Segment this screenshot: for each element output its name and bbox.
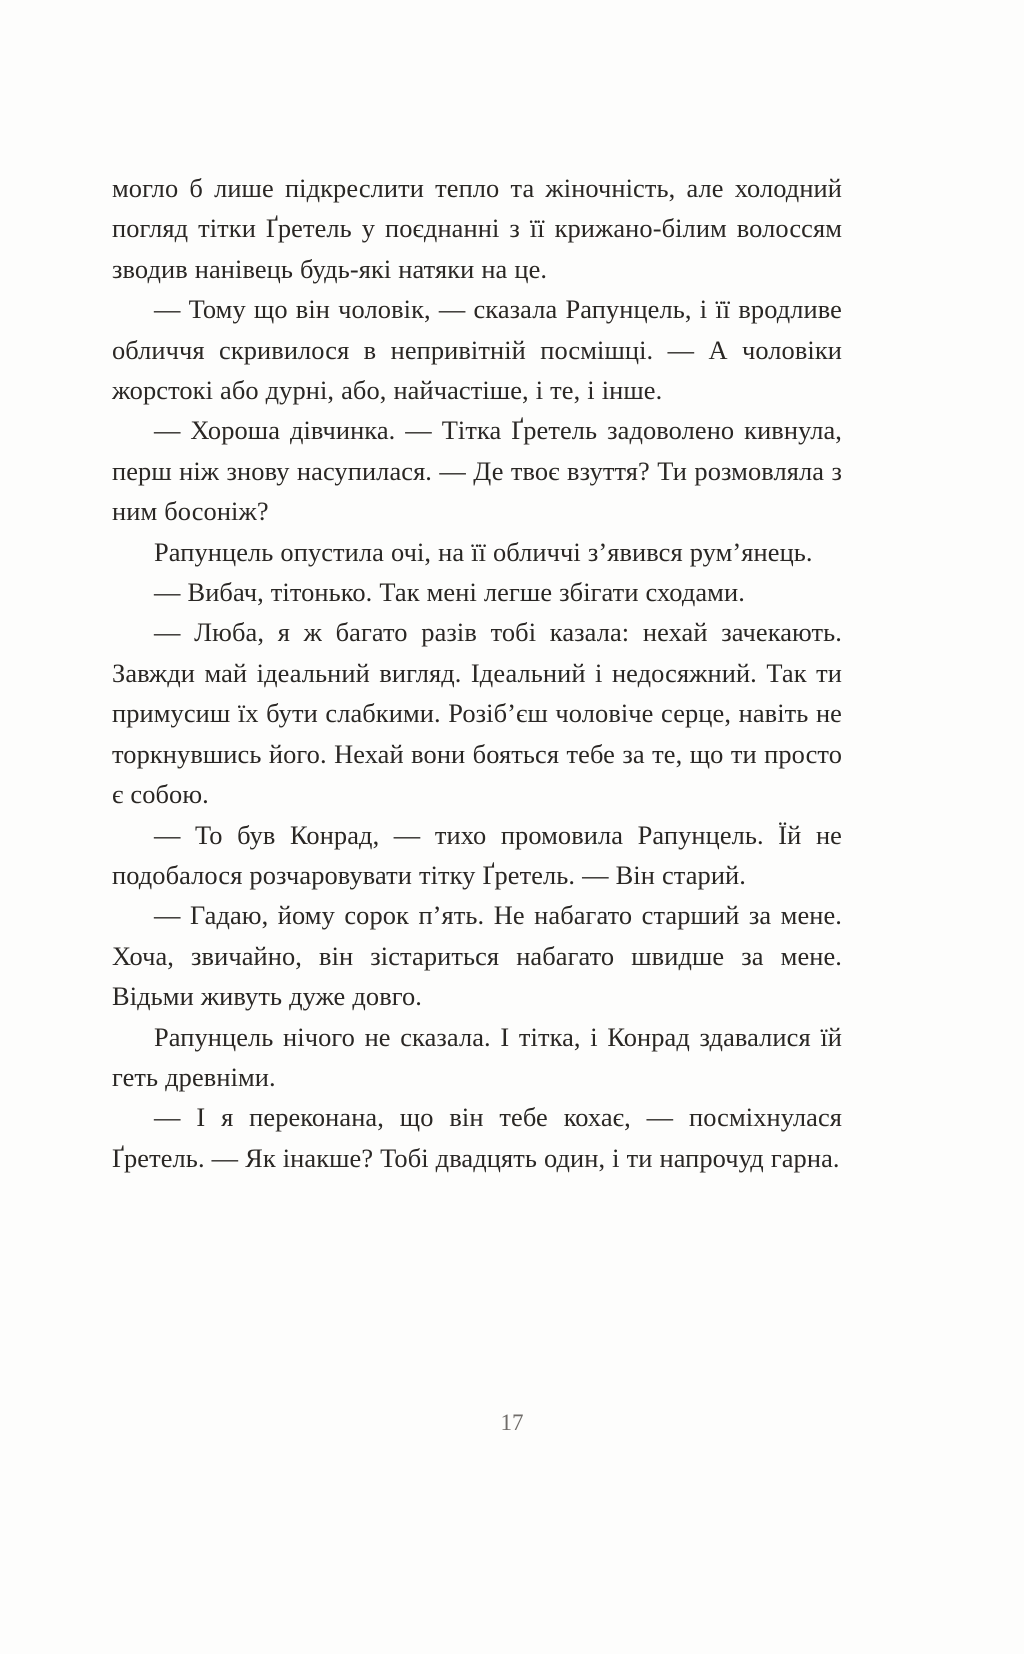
paragraph-1: могло б лише підкреслити тепло та жіночність, але холодний погляд тітки Ґретель у поєднанні з її крижано-білим волоссям зводив нанівець будь-які натяки на це. xyxy=(112,173,842,284)
paragraph-5: — Вибач, тітонько. Так мені легше збігати сходами. xyxy=(154,577,745,608)
paragraph-6: — Люба, я ж багато разів тобі казала: нехай зачекають. Завжди май ідеальний вигляд. Ідеальний і недосяжний. Так ти примусиш їх бути слабкими. Розіб’єш чоловіче серце, навіть не торкнувшись його. Нехай вони бояться тебе за те, що ти просто є собою. xyxy=(112,617,842,810)
body-text-block xyxy=(112,168,842,1178)
paragraph-4: Рапунцель опустила очі, на її обличчі з’явився рум’янець. xyxy=(154,536,813,567)
paragraph-10: — І я переконана, що він тебе кохає, — посміхнулася Ґретель. — Як інакше? Тобі двадцять один, і ти напрочуд гарна. xyxy=(112,1102,842,1173)
paragraph-9: Рапунцель нічого не сказала. І тітка, і Конрад здавалися їй геть древніми. xyxy=(112,1021,842,1092)
paragraph-2: — Тому що він чоловік, — сказала Рапунцель, і її вродливе обличчя скривилося в непривітній посмішці. — А чоловіки жорстокі або дурні, або, найчастіше, і те, і інше. xyxy=(112,294,842,406)
paragraph-3: — Хороша дівчинка. — Тітка Ґретель задоволено кивнула, перш ніж знову насупилася. — Де твоє взуття? Ти розмовляла з ним босоніж? xyxy=(112,415,842,527)
paragraph-8: — Гадаю, йому сорок п’ять. Не набагато старший за мене. Хоча, звичайно, він зістариться набагато швидше за мене. Відьми живуть дуже довго. xyxy=(112,900,842,1012)
paragraph-7: — То був Конрад, — тихо промовила Рапунцель. Їй не подобалося розчаровувати тітку Ґретель. — Він старий. xyxy=(112,819,842,890)
page-number: 17 xyxy=(500,1410,524,1435)
